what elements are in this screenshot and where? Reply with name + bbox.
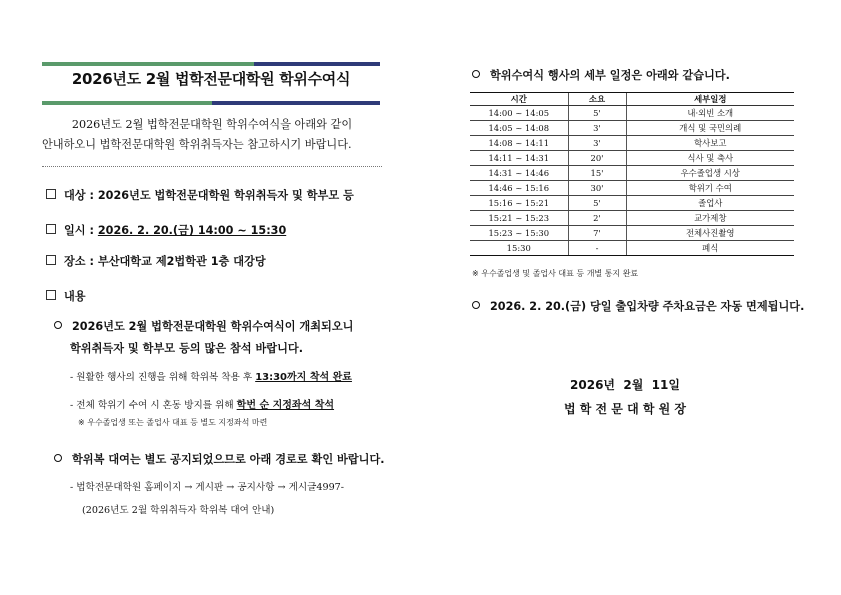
duration-cell: - <box>568 241 626 256</box>
circle-bullet-icon <box>472 301 480 309</box>
time-cell: 15:16 ~ 15:21 <box>470 196 568 211</box>
divider <box>42 166 382 167</box>
detail-cell: 졸업사 <box>626 196 794 211</box>
table-header-row <box>470 93 794 106</box>
notice1-line-1: 2026년도 2월 법학전문대학원 학위수여식이 개최되오니 <box>54 318 353 334</box>
signature-org: 법 학 전 문 대 학 원 장 <box>564 402 686 416</box>
place-label: 장소 : <box>64 255 98 268</box>
table-row <box>470 166 794 181</box>
duration-cell: 5' <box>568 196 626 211</box>
schedule-note: ※ 우수졸업생 및 졸업사 대표 등 개별 통지 완료 <box>472 269 639 278</box>
detail-cell: 폐식 <box>626 241 794 256</box>
detail-cell: 내·외빈 소개 <box>626 106 794 121</box>
detail-cell: 개식 및 국민의례 <box>626 121 794 136</box>
path-line-1: - 법학전문대학원 홈페이지 → 게시판 → 공지사항 → 게시글4997- <box>70 482 345 493</box>
datetime-value: 2026. 2. 20.(금) 14:00 ~ 15:30 <box>97 224 287 237</box>
place-item <box>46 253 266 269</box>
page-title: 2026년도 2월 법학전문대학원 학위수여식 <box>71 70 351 88</box>
circle-bullet-icon <box>54 321 62 329</box>
duration-cell: 30' <box>568 181 626 196</box>
content-label: 내용 <box>64 290 86 303</box>
duration-cell: 5' <box>568 106 626 121</box>
time-cell: 14:11 ~ 14:31 <box>470 151 568 166</box>
table-row <box>470 106 794 121</box>
title-bottom-bar-navy <box>212 101 380 105</box>
time-cell: 14:05 ~ 14:08 <box>470 121 568 136</box>
datetime-label: 일시 : <box>64 224 98 237</box>
checkbox-square-icon <box>46 224 56 234</box>
parking-notice: 2026. 2. 20.(금) 당일 출입차량 주차요금은 자동 면제됩니다. <box>472 298 804 314</box>
checkbox-square-icon <box>46 255 56 265</box>
time-cell: 15:21 ~ 15:23 <box>470 211 568 226</box>
target-value: 2026년도 법학전문대학원 학위취득자 및 학부모 등 <box>97 189 354 202</box>
detail-cell: 우수졸업생 시상 <box>626 166 794 181</box>
path-line-2: (2026년도 2월 학위취득자 학위복 대여 안내) <box>82 505 275 516</box>
column-header-duration: 소요 <box>568 93 626 106</box>
time-cell: 14:00 ~ 14:05 <box>470 106 568 121</box>
notice1-line-2: 학위취득자 및 학부모 등의 많은 참석 바랍니다. <box>70 342 303 355</box>
table-row <box>470 226 794 241</box>
signature-date: 2026년 2월 11일 <box>570 378 680 392</box>
dash-line-1: - 원활한 행사의 진행을 위해 학위복 착용 후 13:30까지 착석 완료 <box>70 372 352 383</box>
table-row <box>470 211 794 226</box>
table-row <box>470 241 794 256</box>
duration-cell: 3' <box>568 136 626 151</box>
time-cell: 15:23 ~ 15:30 <box>470 226 568 241</box>
intro-line-2: 안내하오니 법학전문대학원 학위취득자는 참고하시기 바랍니다. <box>42 138 352 151</box>
content-item <box>46 288 86 304</box>
title-top-bar-navy <box>254 62 380 66</box>
datetime-item <box>46 222 286 238</box>
detail-cell: 교가제창 <box>626 211 794 226</box>
circle-bullet-icon <box>472 70 480 78</box>
table-row <box>470 196 794 211</box>
time-cell: 14:08 ~ 14:11 <box>470 136 568 151</box>
column-header-time: 시간 <box>470 93 568 106</box>
dash-2-emphasis: 학번 순 지정좌석 착석 <box>236 400 335 411</box>
place-value: 부산대학교 제2법학관 1층 대강당 <box>97 255 266 268</box>
intro-line-1: 2026년도 2월 법학전문대학원 학위수여식을 아래와 같이 <box>71 118 353 131</box>
column-header-detail: 세부일정 <box>626 93 794 106</box>
duration-cell: 7' <box>568 226 626 241</box>
circle-bullet-icon <box>54 454 62 462</box>
table-row <box>470 151 794 166</box>
time-cell: 14:31 ~ 14:46 <box>470 166 568 181</box>
duration-cell: 2' <box>568 211 626 226</box>
dash-1-emphasis: 13:30까지 착석 완료 <box>255 372 352 383</box>
target-item <box>46 187 354 203</box>
time-cell: 15:30 <box>470 241 568 256</box>
table-row <box>470 136 794 151</box>
detail-cell: 식사 및 축사 <box>626 151 794 166</box>
duration-cell: 3' <box>568 121 626 136</box>
detail-cell: 전체사진촬영 <box>626 226 794 241</box>
checkbox-square-icon <box>46 290 56 300</box>
table-row <box>470 121 794 136</box>
target-label: 대상 : <box>64 189 98 202</box>
schedule-heading: 학위수여식 행사의 세부 일정은 아래와 같습니다. <box>472 67 730 83</box>
duration-cell: 20' <box>568 151 626 166</box>
duration-cell: 15' <box>568 166 626 181</box>
time-cell: 14:46 ~ 15:16 <box>470 181 568 196</box>
detail-cell: 학사보고 <box>626 136 794 151</box>
seat-note: ※ 우수졸업생 또는 졸업사 대표 등 별도 지정좌석 마련 <box>78 418 268 427</box>
dash-line-2: - 전체 학위기 수여 시 혼동 방지를 위해 학번 순 지정좌석 착석 <box>70 400 335 411</box>
title-top-bar-green <box>42 62 254 66</box>
table-row <box>470 181 794 196</box>
title-bottom-bar-green <box>42 101 212 105</box>
notice2: 학위복 대여는 별도 공지되었으므로 아래 경로로 확인 바랍니다. <box>54 451 385 467</box>
checkbox-square-icon <box>46 189 56 199</box>
detail-cell: 학위기 수여 <box>626 181 794 196</box>
schedule-table <box>470 92 794 256</box>
